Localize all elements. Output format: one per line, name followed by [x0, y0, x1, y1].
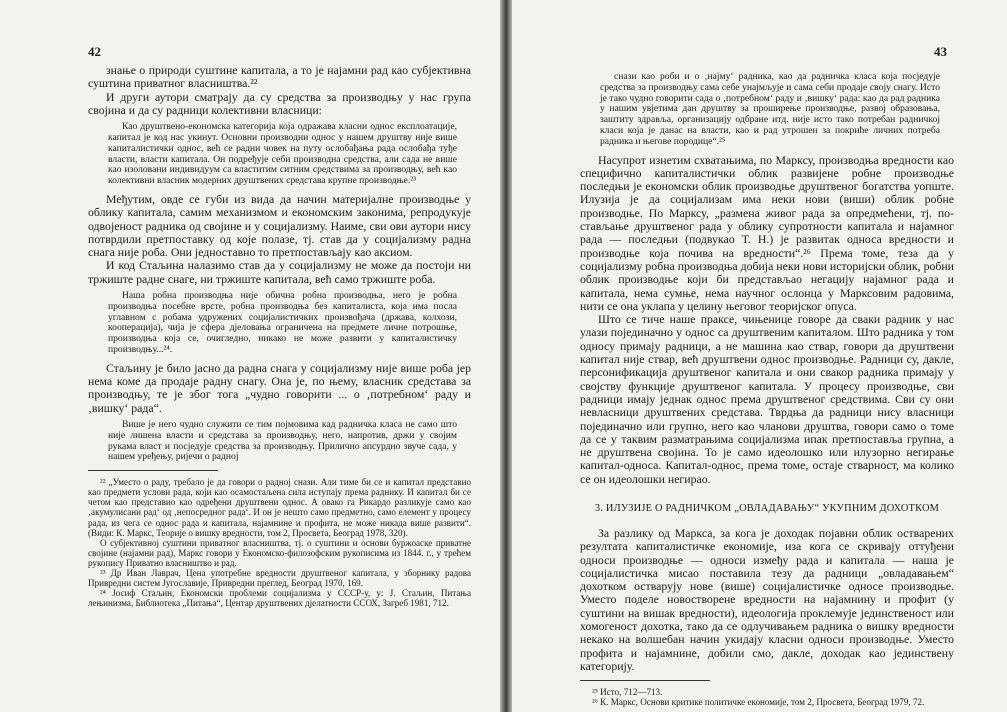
footnote-rule: [580, 680, 710, 681]
footnote: ²⁴ Јосиф Стаљин, Економски проблеми социјализма у СССР-у, у: Ј. Стаљин, Питања лењинизма, Библиотека „Питања“, Центар друштвених дјелатности ССОХ, Загреб 1981, 712.: [88, 588, 471, 609]
right-text-column: [580, 72, 954, 707]
page-number: 42: [88, 44, 101, 59]
block-quote: Више је него чудно служити се тим појмовима кад радничка класа не само што није лишена власти и средстава за производњу, него, напротив, држи у својим рукама власт и посједује средства за производњу. Прилично апсурдно звуче сада, у нашем уређењу, ријечи о радној: [108, 419, 457, 463]
footnote: ²³ Др Иван Лаврач, Цена употребне вредности друштвеног капитала, у зборнику радова Привредни систем Југославије, Привредни преглед, Београд 1970, 169.: [88, 568, 471, 589]
body-paragraph: Стаљину је било јасно да радна снага у социјализму није више роба јер нема коме да продаје радну снагу. Она је, по њему, власник средстава за производњу, те је због тога „чудно говорити ... о ‚потребном‘ раду и ‚вишку‘ рада“.: [88, 360, 471, 415]
body-paragraph: Међутим, овде се губи из вида да начин материјалне производње у облику капитала, самим механизмом и економским законима, репродукује одвојеност радника од својине и у социјализму. Наиме, сви ови аутори нису потврдили претпоставку од које полазе, тј. став да у социјализму радна снага није роба. Они једноставно то претпостављају као аксиом.: [88, 191, 471, 260]
body-paragraph: За разлику од Маркса, за кога је доходак појавни облик остварених резултата капиталистичке економије, иза кога се скривају оттуђени односи производње — односи између рада и капитала — наша је социјалистичка мисао поставила тезу да радници „овладавањем“ дохотком остварују нове (више) социјалистичке односе производње. Уместо поделе новостворене вредности на најамнину и профит (у суштини на вишак вредности), идеологија проклемује јединственост или хомогеност дохотка, тако да се одлучивањем радника о вишку вредности некако на волшебан начин укидају класни односи производње. Уместо профита и најамнине, добили смо, дакле, доходак као јединствену категорију.: [580, 526, 954, 673]
footnote-rule: [88, 470, 218, 471]
left-text-column: [88, 64, 471, 608]
page-number: 43: [934, 44, 947, 59]
footnote: ²⁶ К. Маркс, Основи критике политичке економије, том 2, Просвета, Београд 1979, 72.: [592, 697, 925, 708]
section-heading: 3. ИЛУЗИЈЕ О РАДНИЧКОМ „ОВЛАДАВАЊУ“ УКУПНИМ ДОХОТКОМ: [594, 503, 940, 514]
block-quote: Наша робна производња није обична робна производња, него је робна производња посебне врсте, робна производња без капиталиста, која има посла углавном с робама удружених социјалистичких произвођача (држава, колхози, кооперација), чија је сфера дјеловања ограничена на предмете личне потрошње, производња која се, очигледно, никако не може развити у капиталистичку производњу...²⁴.: [108, 290, 457, 356]
body-paragraph: И код Стаљина налазимо став да у социјализму не може да постоји ни тржиште радне снаге, ни тржиште капитала, већ само тржиште роба.: [88, 258, 471, 286]
book-gutter: [500, 0, 512, 712]
footnote: ²² „Уместо о раду, требало је да говори о радној снази. Али тиме би се и капитал представио као предмети услови рада, који као осамостаљена сила иступају према раднику. И капитал би се четом као представио као одређени друштвени однос. А овако га Рикардо разликује само као ‚акумулисани рад‘ од ‚непосредног рада‘. И он је нешто само предметно, само елемент у процесу рада, из чега се однос рада и капитала, најамнине и профита, не може никада више развити“. (Види: К. Маркс, Теорије о вишку вредности, том 2, Просвета, Београд 1978, 320).: [88, 477, 471, 538]
right-page: [512, 0, 1007, 712]
left-page: [0, 0, 500, 712]
block-quote: снази као роби и о ‚најму‘ радника, као да радничка класа која посједује средства за производњу сама себе унајмљује и сама себи продаје своју снагу. Исто је тако чудно говорити сада о ‚потребном‘ раду и ‚вишку‘ рада: као да рад радника у нашим увјетима дан друштву за проширење производње, развој образовања, заштиту здравља, организацију одбране итд. није исто тако потребан радничкој класи која је данас на власти, као и рад утрошен за покриће личних потреба радника и његове породице“.²⁵: [600, 71, 940, 147]
body-paragraph: Насупрот изнетим схватањима, по Марксу, производња вредности као специфично капиталистички облик развијене робне производње последњи је економски облик производње друштвеног богатства уопште. Илузија је да социјализам има неки нови (виши) облик робне производње. По Марксу, „размена живог рада за опредмећени, тј. постављање друштвеног рада у облику супротности капитала и најамног рада — последњи (подвукао Т. Н.) је развитак односа вредности и производње која почива на вредности“.²⁶ Према томе, теза да у социјализму робна производња добија неки нови историјски облик, робни облик производње који би представљао негацију најамног рада и капитала, нема сумње, нема научног ослонца у Марксовим радовима, нити се она уклапа у целину његовог теоријског опуса.: [580, 152, 954, 313]
block-quote: Као друштвено-економска категорија која одражава класни однос експлоатације, капитал је код нас укинут. Основни производни однос у нашем друштву није више капиталистички однос, већ се радни човек на путу ослобађања рада ослобађа туђе власти, власти капитала. Он подређује себи производна средства, али сада не више као изоловани индивидуум са властитим ситним средствима за производњу, већ као колективни власник модерних друштвених средстава крупне производње.²³: [108, 121, 457, 187]
footnote: ²⁵ Исто, 712—713.: [592, 687, 663, 698]
footnote: О субјективној суштини приватног власништва, тј. о суштини и основи буржоаске приватне својине (најамни рад), Маркс говори у Економско-филозофским рукописима из 1844. г., у трећем рукопису Приватно власништво и рад.: [88, 537, 471, 568]
body-paragraph: Што се тиче наше праксе, чињенице говоре да сваки радник у нас улази појединачно у однос са друштвеним капиталом. Што радника у том односу примају радници, а не машина као ствар, говори да друштвени капитал није ствар, већ друштвени однос производње. Радници су, дакле, персонификација друштвеног капитала и они свакор радника примају у својству функције друштвеног капитала. У процесу производње, сви радници имају једнак однос према друштвеног средствима. Сви су они невласници друштвених средстава. Тврдња да радници нису власници појединачно или групно, него као чланови друштва, говори само о томе да се у таквим разматрањима социјализма ипак претпоставља групна, а не друштвена својина. То је само идеолошко или илузорно негирање капитал-односа. Капитал-однос, према томе, остаје стварност, ма колико се он идеолошки негирао.: [580, 312, 954, 486]
body-paragraph: И други аутори сматрају да су средства за производњу у нас група својина и да су радници колективни власници:: [88, 89, 471, 117]
body-paragraph: знање о природи суштине капитала, а то је најамни рад као субјективна суштина приватног власништва.²²: [88, 63, 471, 91]
